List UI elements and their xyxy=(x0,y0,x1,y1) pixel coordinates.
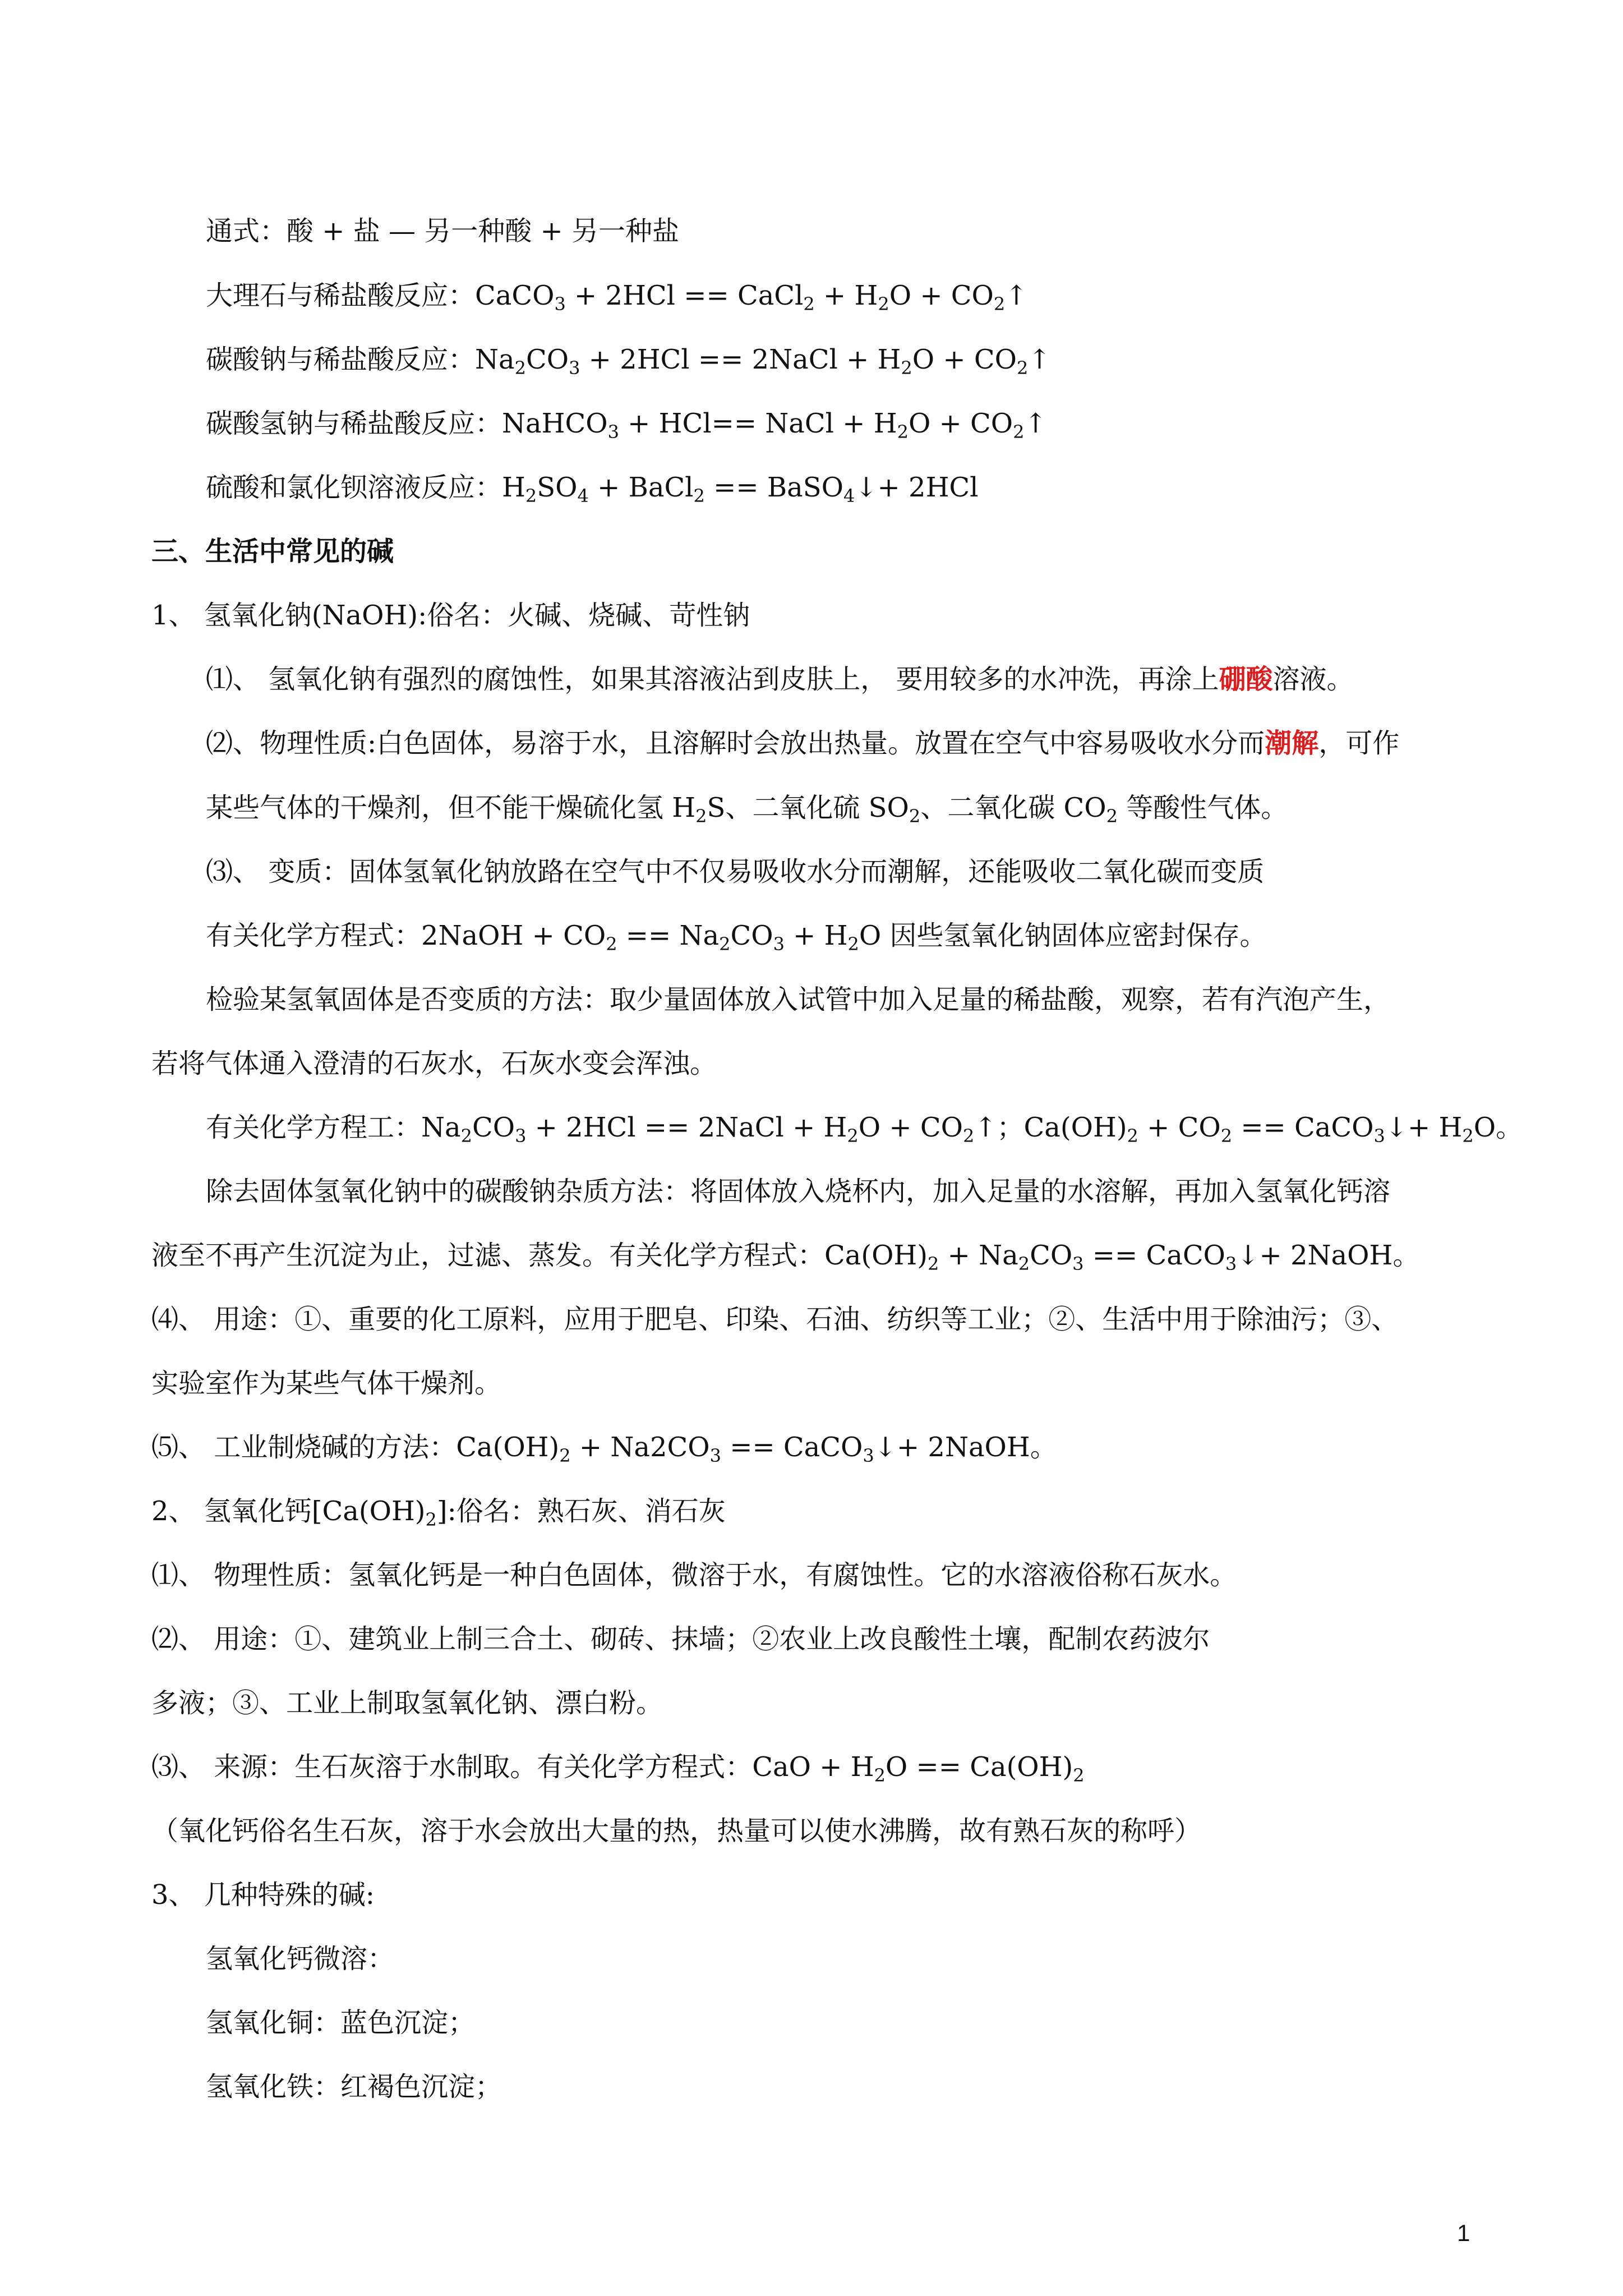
line-12 xyxy=(0,918,1623,954)
line-10-text-1: 2 xyxy=(695,806,707,827)
line-20-text-6: ↓+ 2NaOH。 xyxy=(874,1432,1057,1463)
line-8 xyxy=(0,661,1623,697)
line-2 xyxy=(0,278,1623,314)
line-21-text-2: ]:俗名：熟石灰、消石灰 xyxy=(436,1496,726,1527)
line-30-text-0: 氢氧化铁：红褐色沉淀； xyxy=(206,2071,502,2102)
line-19 xyxy=(0,1365,1623,1401)
line-5-text-4: + BaCl xyxy=(588,472,694,503)
line-13-text-0: 检验某氢氧固体是否变质的方法：取少量固体放入试管中加入足量的稀盐酸，观察，若有汽泡产生， xyxy=(206,984,1391,1015)
line-8-text-0: ⑴、 氢氧化钠有强烈的腐蚀性，如果其溶液沾到皮肤上， 要用较多的水冲洗，再涂上 xyxy=(206,664,1219,695)
line-10-text-5: 2 xyxy=(1106,806,1118,827)
line-3-text-6: O + CO xyxy=(912,344,1017,375)
line-4-text-5: 2 xyxy=(1013,421,1025,443)
line-17-text-2: + Na xyxy=(939,1240,1018,1271)
line-4-text-2: + HCl== NaCl + H xyxy=(619,408,897,439)
line-10-text-4: 、二氧化碳 CO xyxy=(920,792,1106,823)
line-20-text-2: + Na2CO xyxy=(570,1432,710,1463)
line-15-text-14: ↓+ H xyxy=(1385,1112,1463,1143)
line-15-text-10: + CO xyxy=(1138,1112,1221,1143)
line-7-text-0: 1、 氢氧化钠(NaOH):俗名：火碱、烧碱、苛性钠 xyxy=(151,600,750,631)
line-4-text-1: 3 xyxy=(607,421,619,443)
line-4-text-4: O + CO xyxy=(908,408,1013,439)
line-8-text-2: 溶液。 xyxy=(1272,664,1354,695)
line-24 xyxy=(0,1685,1623,1721)
line-15-text-8: ↑；Ca(OH) xyxy=(974,1112,1127,1143)
line-3-text-3: 3 xyxy=(569,357,580,379)
line-3-text-8: ↑ xyxy=(1028,344,1051,375)
line-17-text-1: 2 xyxy=(928,1253,939,1274)
line-16 xyxy=(0,1174,1623,1209)
line-9 xyxy=(0,725,1623,761)
line-12-text-6: + H xyxy=(784,920,848,951)
line-9-text-0: ⑵、物理性质:白色固体，易溶于水，且溶解时会放出热量。放置在空气中容易吸收水分而 xyxy=(206,728,1265,759)
line-3-text-0: 碳酸钠与稀盐酸反应：Na xyxy=(206,344,515,375)
line-4 xyxy=(0,406,1623,441)
line-20-text-3: 3 xyxy=(709,1445,721,1466)
line-4-text-3: 2 xyxy=(897,421,909,443)
line-21-text-1: 2 xyxy=(425,1509,437,1530)
line-27-text-0: 3、 几种特殊的碱: xyxy=(151,1879,375,1911)
line-25-text-1: 2 xyxy=(874,1765,886,1786)
line-12-text-4: CO xyxy=(730,920,773,951)
line-3-text-1: 2 xyxy=(514,357,526,379)
line-15-text-1: 2 xyxy=(460,1125,472,1147)
line-5-text-0: 硫酸和氯化钡溶液反应：H xyxy=(206,472,525,503)
line-7 xyxy=(0,597,1623,633)
line-5-text-1: 2 xyxy=(525,485,537,507)
line-17-text-0: 液至不再产生沉淀为止，过滤、蒸发。有关化学方程式：Ca(OH) xyxy=(151,1240,928,1271)
line-17-text-6: == CaCO xyxy=(1083,1240,1225,1271)
line-15-text-16: O。 xyxy=(1473,1112,1523,1143)
line-17-text-8: ↓+ 2NaOH。 xyxy=(1237,1240,1420,1271)
line-10-text-0: 某些气体的干燥剂，但不能干燥硫化氢 H xyxy=(206,792,696,823)
line-13 xyxy=(0,982,1623,1018)
line-2-text-5: 2 xyxy=(878,293,889,315)
line-12-text-1: 2 xyxy=(606,933,617,955)
line-20 xyxy=(0,1429,1623,1465)
line-2-text-2: + 2HCl == CaCl xyxy=(565,280,804,311)
line-2-text-7: 2 xyxy=(993,293,1006,315)
line-1-text-0: 通式：酸 + 盐 — 另一种酸 + 另一种盐 xyxy=(206,215,679,247)
line-17-text-7: 3 xyxy=(1225,1253,1237,1274)
line-23-text-0: ⑵、 用途：①、建筑业上制三合土、砌砖、抹墙；②农业上改良酸性土壤，配制农药波尔 xyxy=(151,1623,1210,1655)
page-number: 1 xyxy=(1457,2220,1470,2246)
line-5 xyxy=(0,470,1623,505)
line-11 xyxy=(0,854,1623,890)
line-15-text-15: 2 xyxy=(1462,1125,1474,1147)
line-15 xyxy=(0,1110,1623,1145)
line-12-text-3: 2 xyxy=(719,933,731,955)
line-14-text-0: 若将气体通入澄清的石灰水，石灰水变会浑浊。 xyxy=(151,1048,717,1079)
line-15-text-9: 2 xyxy=(1127,1125,1138,1147)
line-20-text-1: 2 xyxy=(559,1445,571,1466)
line-20-text-5: 3 xyxy=(863,1445,874,1466)
line-25-text-0: ⑶、 来源：生石灰溶于水制取。有关化学方程式：CaO + H xyxy=(151,1751,874,1783)
line-12-text-2: == Na xyxy=(617,920,720,951)
line-2-text-1: 3 xyxy=(554,293,566,315)
line-12-text-8: O 因些氢氧化钠固体应密封保存。 xyxy=(859,920,1267,951)
line-12-text-5: 3 xyxy=(773,933,785,955)
line-16-text-0: 除去固体氢氧化钠中的碳酸钠杂质方法：将固体放入烧杯内，加入足量的水溶解，再加入氢氧化钙溶 xyxy=(206,1176,1391,1207)
line-25 xyxy=(0,1749,1623,1785)
line-10-text-6: 等酸性气体。 xyxy=(1117,792,1288,823)
line-22-text-0: ⑴、 物理性质：氢氧化钙是一种白色固体，微溶于水，有腐蚀性。它的水溶液俗称石灰水。 xyxy=(151,1559,1237,1591)
line-17-text-5: 3 xyxy=(1072,1253,1084,1274)
line-15-text-6: O + CO xyxy=(858,1112,963,1143)
line-5-text-7: 4 xyxy=(843,485,855,507)
line-25-text-3: 2 xyxy=(1073,1765,1085,1786)
line-4-text-0: 碳酸氢钠与稀盐酸反应：NaHCO xyxy=(206,408,608,439)
line-11-text-0: ⑶、 变质：固体氢氧化钠放路在空气中不仅易吸收水分而潮解，还能吸收二氧化碳而变质 xyxy=(206,856,1265,887)
line-12-text-0: 有关化学方程式：2NaOH + CO xyxy=(206,920,606,951)
line-4-text-6: ↑ xyxy=(1024,408,1047,439)
line-5-text-3: 4 xyxy=(577,485,589,507)
line-29 xyxy=(0,2005,1623,2041)
line-10-text-2: S、二氧化硫 SO xyxy=(707,792,909,823)
line-3-text-4: + 2HCl == 2NaCl + H xyxy=(580,344,901,375)
line-15-text-0: 有关化学方程工：Na xyxy=(206,1112,461,1143)
line-3-text-2: CO xyxy=(525,344,569,375)
line-23 xyxy=(0,1621,1623,1657)
line-2-text-4: + H xyxy=(814,280,878,311)
line-15-text-12: == CaCO xyxy=(1232,1112,1374,1143)
line-14 xyxy=(0,1046,1623,1082)
line-15-text-11: 2 xyxy=(1220,1125,1233,1147)
line-19-text-0: 实验室作为某些气体干燥剂。 xyxy=(151,1368,502,1399)
line-10-text-3: 2 xyxy=(909,806,921,827)
line-2-text-8: ↑ xyxy=(1005,280,1028,311)
line-18 xyxy=(0,1301,1623,1337)
line-17-text-4: CO xyxy=(1030,1240,1073,1271)
line-5-text-5: 2 xyxy=(693,485,705,507)
line-2-text-0: 大理石与稀盐酸反应：CaCO xyxy=(206,280,555,311)
line-21 xyxy=(0,1493,1623,1529)
line-26-text-0: （氧化钙俗名生石灰，溶于水会放出大量的热，热量可以使水沸腾，故有熟石灰的称呼） xyxy=(151,1815,1202,1847)
line-3 xyxy=(0,342,1623,378)
line-21-text-0: 2、 氢氧化钙[Ca(OH) xyxy=(151,1496,426,1527)
line-5-text-8: ↓+ 2HCl xyxy=(855,472,979,503)
line-27 xyxy=(0,1877,1623,1913)
line-28-text-0: 氢氧化钙微溶： xyxy=(206,1943,395,1975)
heading-3-text-0: 三、生活中常见的碱 xyxy=(151,536,394,567)
line-12-text-7: 2 xyxy=(847,933,859,955)
line-5-text-2: SO xyxy=(537,472,578,503)
line-15-text-7: 2 xyxy=(962,1125,975,1147)
line-15-text-13: 3 xyxy=(1373,1125,1385,1147)
line-1 xyxy=(0,213,1623,249)
line-17 xyxy=(0,1237,1623,1273)
line-5-text-6: == BaSO xyxy=(704,472,843,503)
line-24-text-0: 多液；③、工业上制取氢氧化钠、漂白粉。 xyxy=(151,1687,663,1719)
line-29-text-0: 氢氧化铜：蓝色沉淀； xyxy=(206,2007,476,2039)
line-8-text-1: 硼酸 xyxy=(1219,664,1273,695)
line-20-text-4: == CaCO xyxy=(721,1432,863,1463)
line-25-text-2: O == Ca(OH) xyxy=(885,1751,1073,1783)
line-15-text-2: CO xyxy=(472,1112,515,1143)
line-9-text-1: 潮解 xyxy=(1265,728,1319,759)
line-15-text-3: 3 xyxy=(515,1125,527,1147)
line-30 xyxy=(0,2069,1623,2105)
line-3-text-5: 2 xyxy=(901,357,912,379)
line-15-text-4: + 2HCl == 2NaCl + H xyxy=(526,1112,847,1143)
line-26 xyxy=(0,1813,1623,1849)
section-heading xyxy=(0,533,1623,569)
line-9-text-2: ，可作 xyxy=(1318,728,1400,759)
line-15-text-5: 2 xyxy=(847,1125,859,1147)
line-28 xyxy=(0,1941,1623,1977)
line-10 xyxy=(0,790,1623,826)
line-17-text-3: 2 xyxy=(1018,1253,1030,1274)
line-3-text-7: 2 xyxy=(1016,357,1029,379)
line-18-text-0: ⑷、 用途：①、重要的化工原料，应用于肥皂、印染、石油、纺织等工业；②、生活中用于除油污；③、 xyxy=(151,1304,1399,1335)
line-2-text-6: O + CO xyxy=(889,280,994,311)
line-2-text-3: 2 xyxy=(803,293,815,315)
line-22 xyxy=(0,1557,1623,1593)
line-20-text-0: ⑸、 工业制烧碱的方法：Ca(OH) xyxy=(151,1432,560,1463)
